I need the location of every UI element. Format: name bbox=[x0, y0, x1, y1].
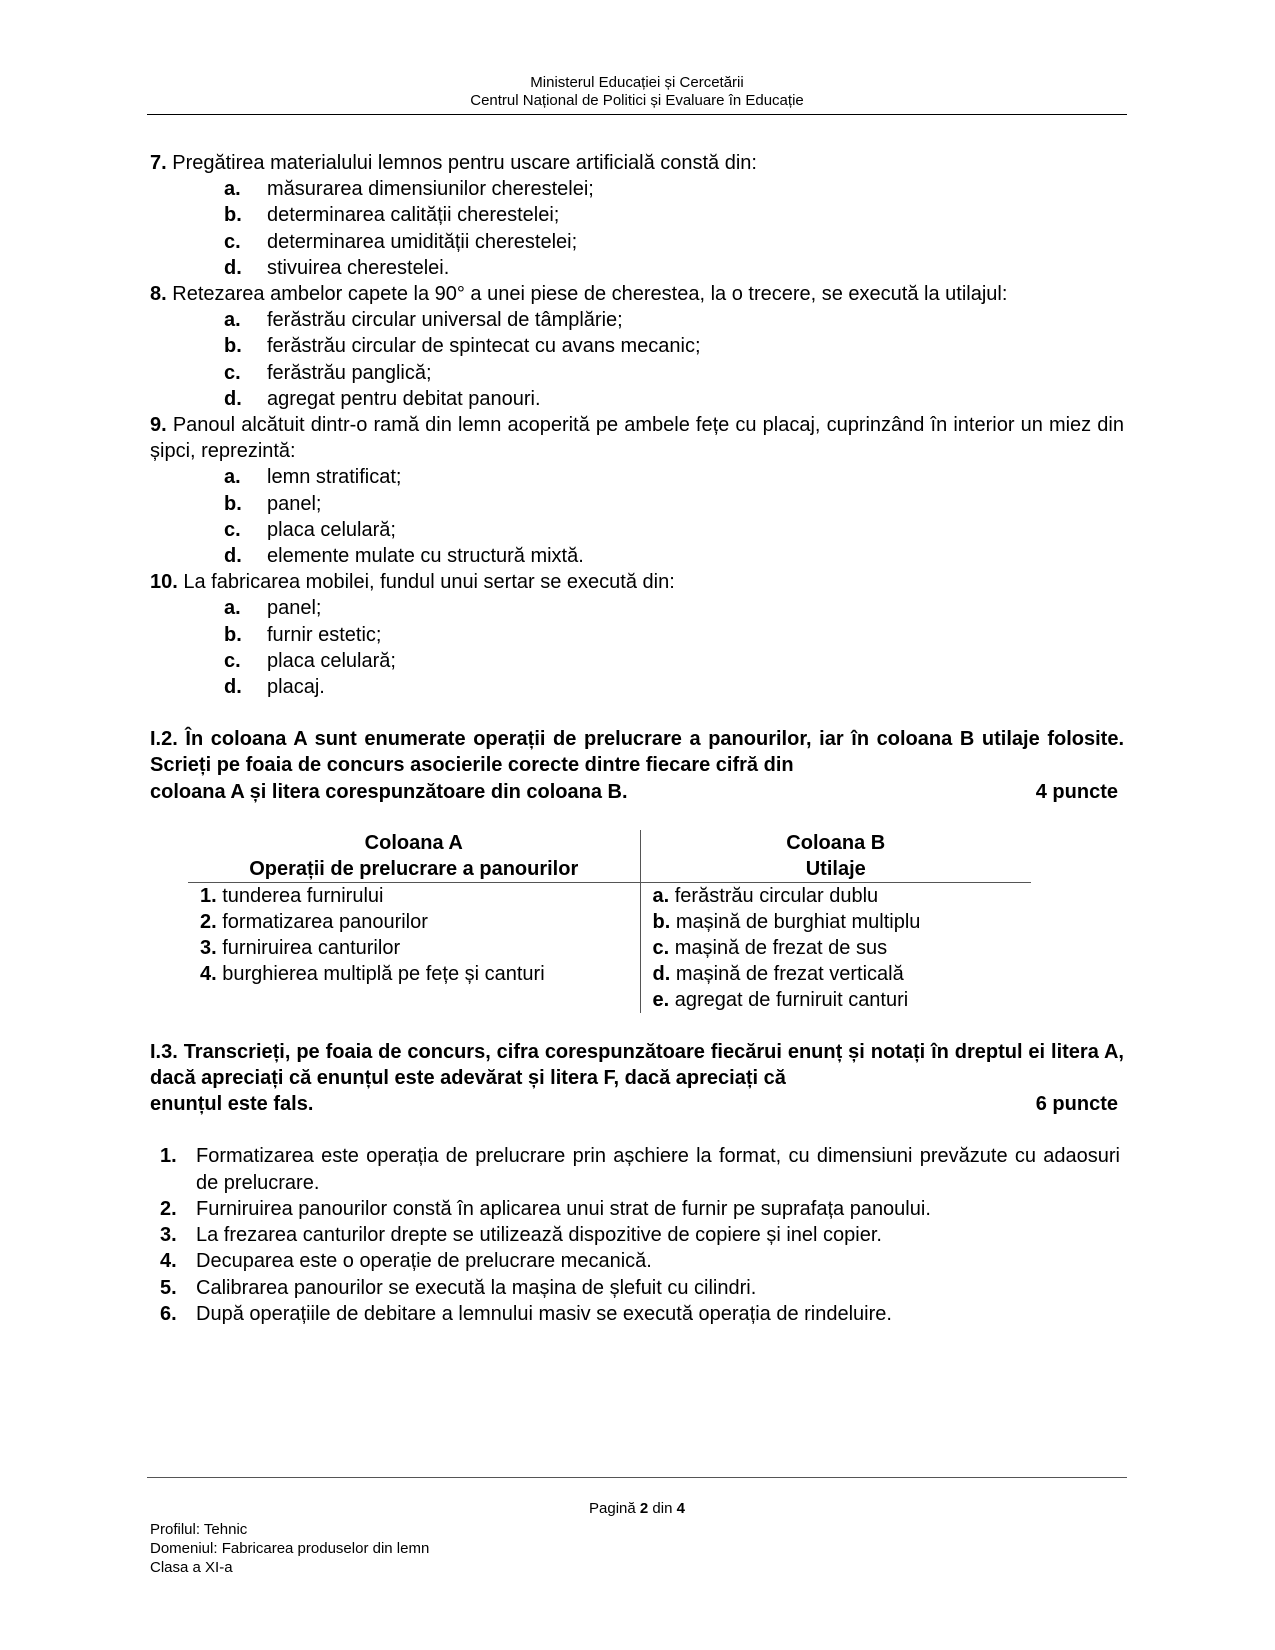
option-a: a. panel; bbox=[224, 597, 322, 620]
profile-label: Profilul: Tehnic bbox=[150, 1521, 248, 1538]
statement-item: 5. Calibrarea panourilor se execută la mașina de șlefuit cu cilindri. bbox=[160, 1276, 757, 1299]
ministry-name: Ministerul Educației și Cercetării bbox=[530, 74, 744, 91]
footer-divider bbox=[147, 1477, 1127, 1478]
option-b: b. panel; bbox=[224, 492, 322, 515]
question-number: 10. bbox=[150, 571, 178, 594]
page-number: Pagină 2 din 4 bbox=[589, 1500, 685, 1517]
statement-item: 6. După operațiile de debitare a lemnului masiv se execută operația de rindeluire. bbox=[160, 1302, 892, 1325]
statement-item: 1. Formatizarea este operația de prelucrare prin așchiere la format, cu dimensiuni prevăzute cu adaosuri de prelucrare. bbox=[160, 1145, 1120, 1194]
domain-label: Domeniul: Fabricarea produselor din lemn bbox=[150, 1540, 430, 1557]
question-7 bbox=[150, 150, 1124, 281]
class-label: Clasa a XI-a bbox=[150, 1559, 233, 1576]
table-row: e. agregat de furniruit canturi bbox=[188, 987, 1031, 1013]
question-number: 9. bbox=[150, 414, 167, 437]
section-points: 6 puncte bbox=[1035, 1093, 1118, 1116]
section-points: 4 puncte bbox=[1035, 780, 1118, 803]
section-i3-instructions: I.3. Transcrieți, pe foaia de concurs, cifra corespunzătoare fiecărui enunț și notați în dreptul ei litera A, dacă apreciați că enunțul este adevărat și litera F, dacă apreciați că enunțul este fals. 6 puncte bbox=[150, 1039, 1124, 1118]
option-b: b. furnir estetic; bbox=[224, 623, 382, 646]
column-a-header: Coloana A Operații de prelucrare a panourilor bbox=[188, 830, 640, 883]
question-text: Retezarea ambelor capete la 90° a unei piese de cherestea, la o trecere, se execută la utilajul: bbox=[172, 283, 1008, 306]
question-text: Pregătirea materialului lemnos pentru uscare artificială constă din: bbox=[172, 152, 757, 174]
exam-content bbox=[150, 150, 1124, 1327]
question-text: Panoul alcătuit dintr-o ramă din lemn acoperită pe ambele fețe cu placaj, cuprinzând în interior un miez din șipci, reprezintă: bbox=[150, 414, 1124, 463]
option-c: c. placa celulară; bbox=[224, 649, 396, 672]
column-b-header: Coloana B Utilaje bbox=[640, 830, 1031, 883]
section-i2-instructions: I.2. În coloana A sunt enumerate operații de prelucrare a panourilor, iar în coloana B utilaje folosite. Scrieți pe foaia de concurs asocierile corecte dintre fiecare cifră din coloana A și litera corespunzătoare din coloana B. 4 puncte bbox=[150, 726, 1124, 805]
option-a: a. lemn stratificat; bbox=[224, 466, 402, 489]
question-8 bbox=[150, 281, 1124, 412]
table-row: 2. formatizarea panourilor b. mașină de burghiat multiplu bbox=[188, 909, 1031, 935]
header-divider bbox=[147, 114, 1127, 115]
statement-item: 4. Decuparea este o operație de prelucrare mecanică. bbox=[160, 1250, 652, 1273]
option-c: c. ferăstrău panglică; bbox=[224, 361, 432, 384]
table-row: 1. tunderea furnirului a. ferăstrău circular dublu bbox=[188, 882, 1031, 909]
option-c: c. determinarea umidității cherestelei; bbox=[224, 230, 578, 253]
statement-item: 3. La frezarea canturilor drepte se utilizează dispozitive de copiere și inel copier. bbox=[160, 1224, 882, 1247]
statement-item: 2. Furniruirea panourilor constă în aplicarea unui strat de furnir pe suprafața panoului. bbox=[160, 1197, 931, 1220]
table-row: 4. burghierea multiplă pe fețe și canturi d. mașină de frezat verticală bbox=[188, 961, 1031, 987]
question-number: 7. bbox=[150, 152, 167, 174]
option-b: b. determinarea calității cherestelei; bbox=[224, 204, 560, 227]
option-d: d. elemente mulate cu structură mixtă. bbox=[224, 545, 584, 568]
center-name: Centrul Național de Politici și Evaluare în Educație bbox=[470, 92, 804, 109]
footer-info bbox=[150, 1520, 429, 1577]
document-header bbox=[147, 74, 1127, 110]
question-number: 8. bbox=[150, 283, 167, 306]
option-d: d. placaj. bbox=[224, 676, 325, 699]
option-a: a. ferăstrău circular universal de tâmplărie; bbox=[224, 309, 623, 332]
option-d: d. stivuirea cherestelei. bbox=[224, 256, 450, 279]
option-c: c. placa celulară; bbox=[224, 518, 396, 541]
option-a: a. măsurarea dimensiunilor cherestelei; bbox=[224, 178, 594, 201]
table-row: 3. furniruirea canturilor c. mașină de frezat de sus bbox=[188, 935, 1031, 961]
question-9 bbox=[150, 412, 1124, 569]
true-false-statements bbox=[150, 1143, 1124, 1326]
question-10 bbox=[150, 569, 1124, 700]
option-d: d. agregat pentru debitat panouri. bbox=[224, 387, 541, 410]
question-text: La fabricarea mobilei, fundul unui sertar se execută din: bbox=[183, 571, 675, 594]
option-b: b. ferăstrău circular de spintecat cu avans mecanic; bbox=[224, 335, 701, 358]
matching-table bbox=[188, 830, 1031, 1013]
